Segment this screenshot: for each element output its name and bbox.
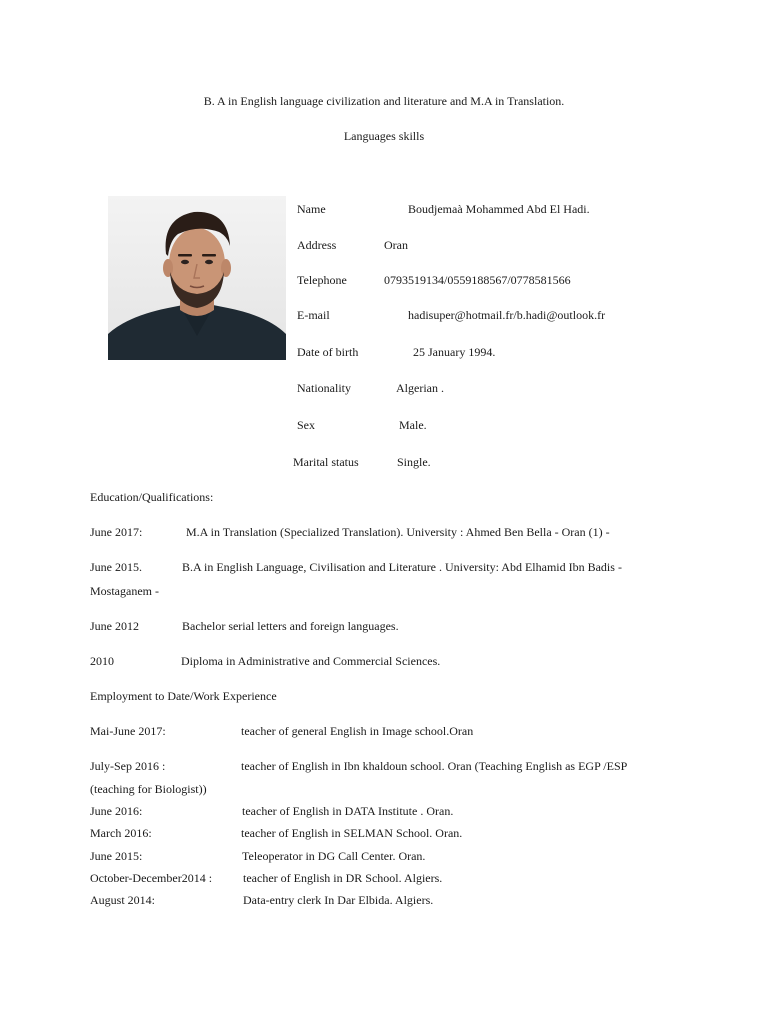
marital-status-value: Single. [397, 455, 431, 469]
nationality-label: Nationality [297, 381, 351, 395]
dob-label: Date of birth [297, 345, 359, 359]
employment-text: teacher of general English in Image school.Oran [241, 724, 474, 738]
dob-value: 25 January 1994. [413, 345, 496, 359]
education-date: June 2012 [90, 619, 139, 633]
education-heading: Education/Qualifications: [90, 490, 214, 504]
address-value: Oran [384, 238, 408, 252]
employment-date: June 2016: [90, 804, 143, 818]
education-text: B.A in English Language, Civilisation and Literature . University: Abd Elhamid Ibn Badis - [182, 560, 622, 574]
address-label: Address [297, 238, 337, 252]
education-text-continued: Mostaganem - [90, 584, 159, 598]
nationality-value: Algerian . [396, 381, 444, 395]
employment-text-continued: (teaching for Biologist)) [90, 782, 207, 796]
education-text: M.A in Translation (Specialized Translation). University : Ahmed Ben Bella - Oran (1) - [186, 525, 610, 539]
portrait-icon [108, 196, 286, 360]
employment-date: Mai-June 2017: [90, 724, 166, 738]
employment-text: Teleoperator in DG Call Center. Oran. [242, 849, 426, 863]
marital-status-label: Marital status [293, 455, 359, 469]
employment-date: June 2015: [90, 849, 143, 863]
employment-text: teacher of English in SELMAN School. Oran. [241, 826, 463, 840]
cv-title: B. A in English language civilization and literature and M.A in Translation. [203, 94, 565, 108]
employment-date: October-December2014 : [90, 871, 213, 885]
employment-text: teacher of English in Ibn khaldoun school. Oran (Teaching English as EGP /ESP [241, 759, 628, 773]
name-value: Boudjemaà Mohammed Abd El Hadi. [408, 202, 590, 216]
education-date: June 2015. [90, 560, 142, 574]
education-date: 2010 [90, 654, 114, 668]
employment-date: July-Sep 2016 : [90, 759, 166, 773]
employment-heading: Employment to Date/Work Experience [90, 689, 277, 703]
employment-text: teacher of English in DR School. Algiers. [243, 871, 443, 885]
education-date: June 2017: [90, 525, 143, 539]
education-text: Diploma in Administrative and Commercial Sciences. [181, 654, 441, 668]
cv-subtitle: Languages skills [343, 129, 425, 143]
telephone-label: Telephone [297, 273, 347, 287]
employment-date: August 2014: [90, 893, 156, 907]
portrait-photo [108, 196, 286, 360]
name-label: Name [297, 202, 326, 216]
email-label: E-mail [297, 308, 330, 322]
employment-date: March 2016: [90, 826, 152, 840]
sex-label: Sex [297, 418, 315, 432]
education-text: Bachelor serial letters and foreign languages. [182, 619, 399, 633]
email-value: hadisuper@hotmail.fr/b.hadi@outlook.fr [408, 308, 606, 322]
sex-value: Male. [399, 418, 427, 432]
telephone-value: 0793519134/0559188567/0778581566 [384, 273, 571, 287]
employment-text: teacher of English in DATA Institute . Oran. [242, 804, 454, 818]
employment-text: Data-entry clerk In Dar Elbida. Algiers. [243, 893, 434, 907]
